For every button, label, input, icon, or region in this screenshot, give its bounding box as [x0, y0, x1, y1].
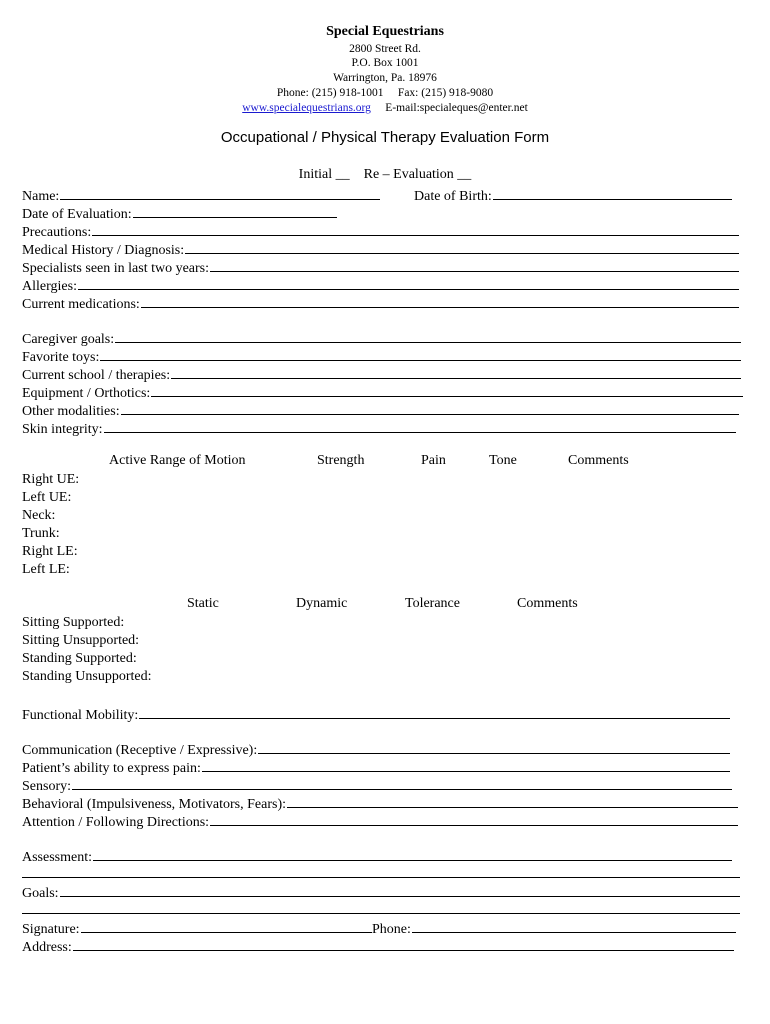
rom-header-strength: Strength	[317, 453, 365, 468]
allergies-blank[interactable]	[78, 275, 739, 290]
school-therapies-blank[interactable]	[171, 364, 741, 379]
medical-history-label: Medical History / Diagnosis:	[22, 243, 185, 258]
website-link[interactable]: www.specialequestrians.org	[242, 102, 371, 114]
attention-label: Attention / Following Directions:	[22, 815, 210, 830]
address-field[interactable]	[22, 936, 734, 957]
caregiver-goals-label: Caregiver goals:	[22, 332, 115, 347]
date-of-evaluation-blank[interactable]	[133, 203, 337, 218]
form-title: Occupational / Physical Therapy Evaluation Form	[220, 129, 550, 146]
other-modalities-blank[interactable]	[121, 400, 739, 415]
phone-blank[interactable]	[412, 918, 736, 933]
functional-mobility-blank[interactable]	[139, 704, 730, 719]
sensory-blank[interactable]	[72, 775, 732, 790]
rom-row-trunk: Trunk:	[22, 526, 60, 541]
functional-mobility-label: Functional Mobility:	[22, 708, 139, 723]
rom-row-neck: Neck:	[22, 508, 56, 523]
name-blank[interactable]	[60, 185, 380, 200]
favorite-toys-label: Favorite toys:	[22, 350, 100, 365]
signature-blank[interactable]	[81, 918, 372, 933]
rom-header-comments: Comments	[568, 453, 629, 468]
rom-row-left-ue: Left UE:	[22, 490, 72, 505]
pain-expression-blank[interactable]	[202, 757, 730, 772]
goals-continuation-line[interactable]	[22, 913, 740, 914]
caregiver-goals-blank[interactable]	[115, 328, 741, 343]
assessment-label: Assessment:	[22, 850, 92, 865]
balance-row-standing-unsupported: Standing Unsupported:	[22, 669, 152, 684]
rom-row-right-ue: Right UE:	[22, 472, 80, 487]
communication-blank[interactable]	[258, 739, 730, 754]
signature-label: Signature:	[22, 922, 80, 937]
favorite-toys-blank[interactable]	[100, 346, 741, 361]
address-blank[interactable]	[73, 936, 734, 951]
po-box: P.O. Box 1001	[351, 57, 419, 69]
communication-label: Communication (Receptive / Expressive):	[22, 743, 258, 758]
specialists-label: Specialists seen in last two years:	[22, 261, 210, 276]
organization-name: Special Equestrians	[326, 24, 444, 39]
attention-field[interactable]	[22, 811, 738, 832]
phone-fax: Phone: (215) 918-1001 Fax: (215) 918-9080	[276, 87, 494, 99]
street-address: 2800 Street Rd.	[349, 43, 421, 55]
contact-line	[0, 101, 770, 116]
date-of-evaluation-label: Date of Evaluation:	[22, 207, 132, 222]
skin-integrity-field[interactable]	[22, 418, 736, 439]
goals-blank[interactable]	[60, 882, 740, 897]
allergies-label: Allergies:	[22, 279, 77, 294]
balance-row-sitting-unsupported: Sitting Unsupported:	[22, 633, 140, 648]
email-text: E-mail:specialeques@enter.net	[385, 102, 528, 114]
rom-header-pain: Pain	[421, 453, 446, 468]
sensory-label: Sensory:	[22, 779, 71, 794]
city-state-zip: Warrington, Pa. 18976	[333, 72, 437, 84]
other-modalities-label: Other modalities:	[22, 404, 120, 419]
name-label: Name:	[22, 189, 60, 204]
equipment-label: Equipment / Orthotics:	[22, 386, 151, 401]
medications-label: Current medications:	[22, 297, 140, 312]
rom-row-right-le: Right LE:	[22, 544, 78, 559]
attention-blank[interactable]	[210, 811, 738, 826]
rom-header-tone: Tone	[489, 453, 517, 468]
equipment-blank[interactable]	[151, 382, 743, 397]
balance-header-tolerance: Tolerance	[405, 596, 460, 611]
medications-field[interactable]	[22, 293, 739, 314]
medical-history-blank[interactable]	[185, 239, 739, 254]
skin-integrity-label: Skin integrity:	[22, 422, 103, 437]
rom-row-left-le: Left LE:	[22, 562, 70, 577]
dob-label: Date of Birth:	[414, 189, 492, 204]
balance-row-standing-supported: Standing Supported:	[22, 651, 137, 666]
precautions-label: Precautions:	[22, 225, 92, 240]
balance-header-dynamic: Dynamic	[296, 596, 348, 611]
school-therapies-label: Current school / therapies:	[22, 368, 171, 383]
precautions-blank[interactable]	[92, 221, 739, 236]
behavioral-label: Behavioral (Impulsiveness, Motivators, Fears):	[22, 797, 287, 812]
balance-row-sitting-supported: Sitting Supported:	[22, 615, 125, 630]
phone-label: Phone:	[372, 922, 411, 937]
skin-integrity-blank[interactable]	[104, 418, 737, 433]
balance-header-comments: Comments	[517, 596, 578, 611]
evaluation-type: Initial __ Re – Evaluation __	[298, 167, 472, 182]
assessment-blank[interactable]	[93, 846, 732, 861]
balance-header-static: Static	[187, 596, 219, 611]
specialists-blank[interactable]	[210, 257, 739, 272]
address-label: Address:	[22, 940, 72, 955]
goals-label: Goals:	[22, 886, 59, 901]
rom-header-active-range: Active Range of Motion	[109, 453, 246, 468]
functional-mobility-field[interactable]	[22, 704, 730, 725]
pain-expression-label: Patient’s ability to express pain:	[22, 761, 201, 776]
dob-blank[interactable]	[493, 185, 732, 200]
dob-field[interactable]	[414, 185, 732, 206]
medications-blank[interactable]	[141, 293, 739, 308]
behavioral-blank[interactable]	[287, 793, 738, 808]
assessment-field[interactable]	[22, 846, 732, 867]
goals-field[interactable]	[22, 882, 740, 903]
assessment-continuation-line[interactable]	[22, 877, 740, 878]
